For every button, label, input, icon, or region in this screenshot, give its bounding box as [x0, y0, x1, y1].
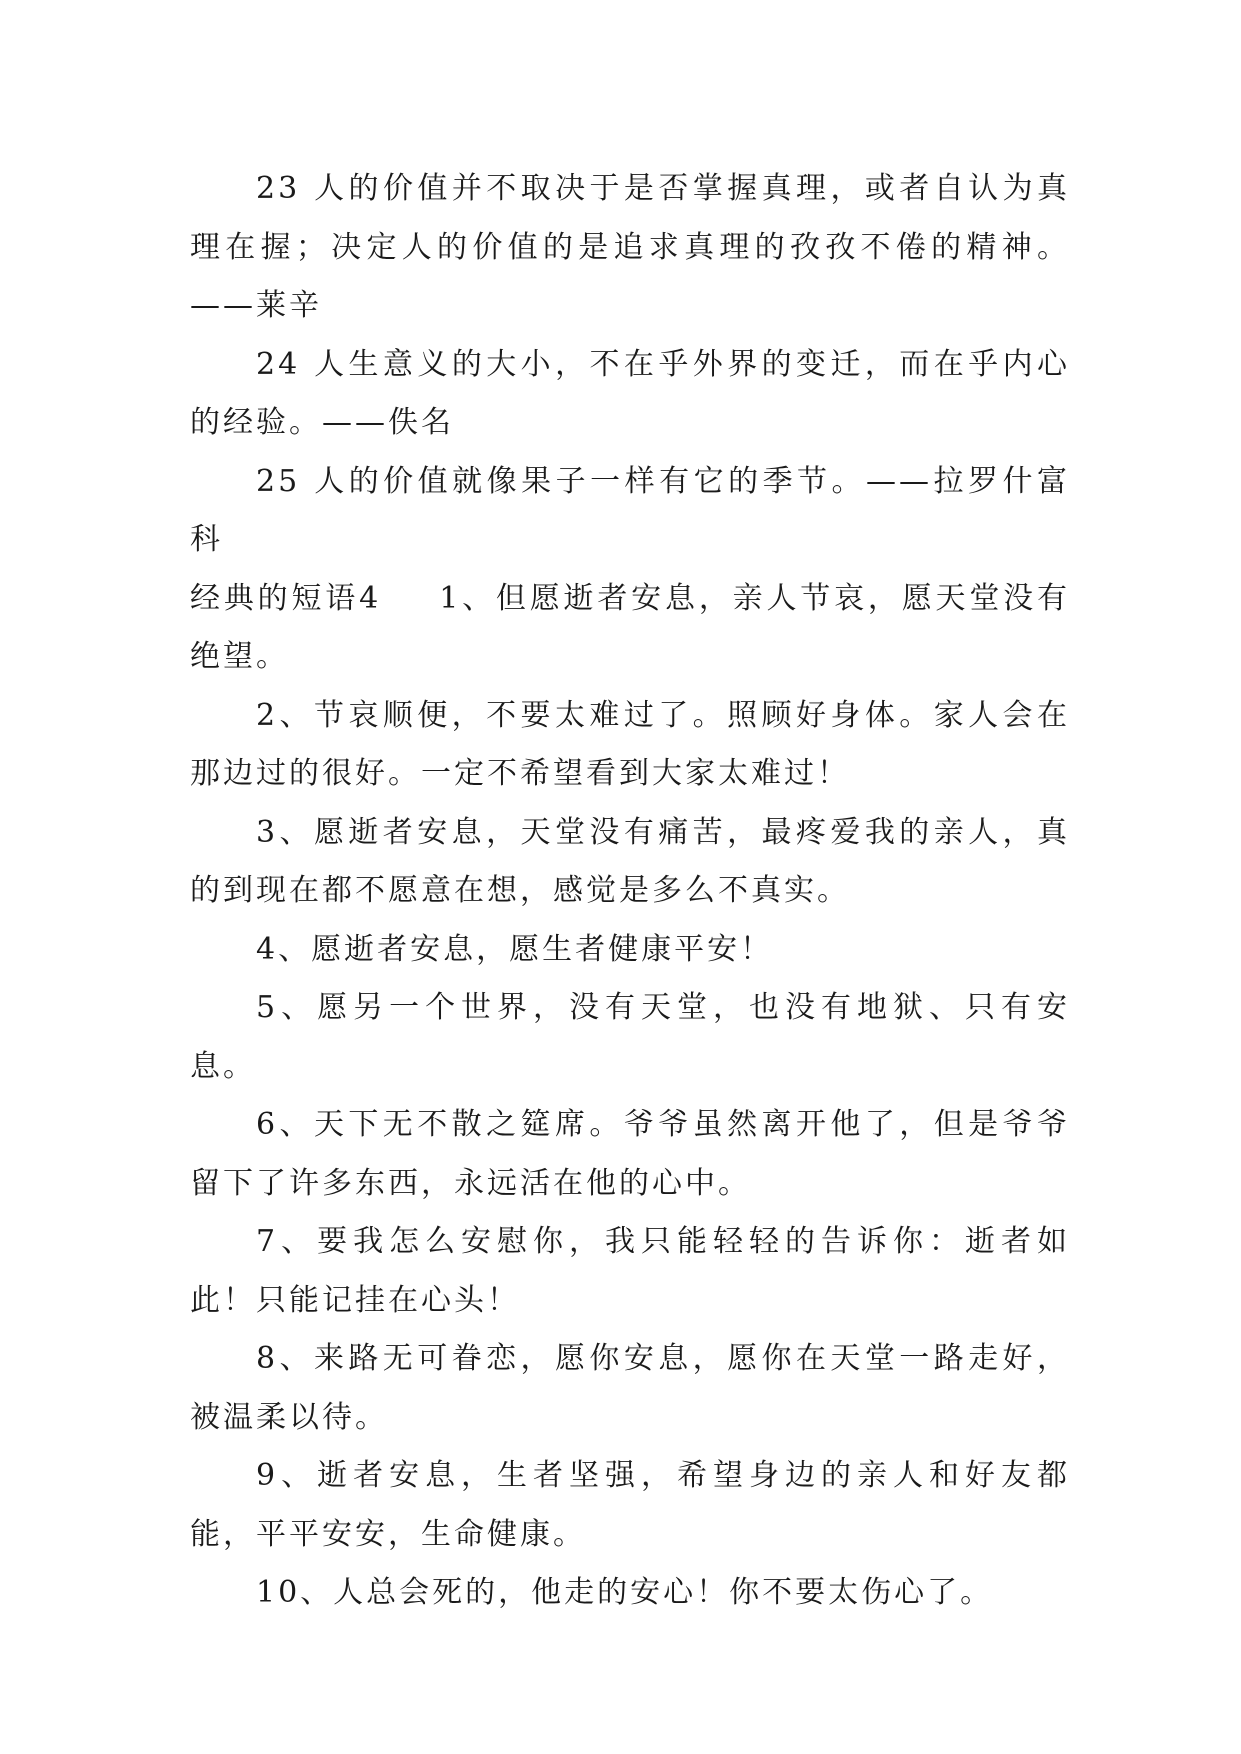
- list-item-2: 2、节哀顺便，不要太难过了。照顾好身体。家人会在那边过的很好。一定不希望看到大家太难过！: [190, 697, 1070, 791]
- list-item-6: 6、天下无不散之筵席。爷爷虽然离开他了，但是爷爷留下了许多东西，永远活在他的心中。: [190, 1107, 1070, 1201]
- section-heading: 经典的短语4: [190, 580, 382, 616]
- list-item-4: 4、愿逝者安息，愿生者健康平安！: [256, 931, 774, 967]
- quote-paragraph-23: 23 人的价值并不取决于是否掌握真理，或者自认为真理在握；决定人的价值的是追求真理的孜孜不倦的精神。——莱辛: [190, 171, 1070, 323]
- section-intro-paragraph: [190, 570, 1070, 687]
- quote-paragraph-24: 24 人生意义的大小，不在乎外界的变迁，而在乎内心的经验。——佚名: [190, 346, 1070, 440]
- list-item-9: 9、逝者安息，生者坚强，希望身边的亲人和好友都能，平平安安，生命健康。: [190, 1458, 1070, 1552]
- list-item-1: 1、但愿逝者安息，亲人节哀，愿天堂没有绝望。: [190, 580, 1070, 674]
- quote-paragraph-25: 25 人的价值就像果子一样有它的季节。——拉罗什富科: [190, 463, 1070, 557]
- list-item-3: 3、愿逝者安息，天堂没有痛苦，最疼爱我的亲人，真的到现在都不愿意在想，感觉是多么不真实。: [190, 814, 1070, 908]
- list-item-5: 5、愿另一个世界，没有天堂，也没有地狱、只有安息。: [190, 990, 1070, 1084]
- document-body: [190, 160, 1070, 1623]
- list-item-10: 10、人总会死的，他走的安心！你不要太伤心了。: [256, 1575, 994, 1610]
- list-item-7: 7、要我怎么安慰你，我只能轻轻的告诉你：逝者如此！只能记挂在心头！: [190, 1224, 1070, 1318]
- list-item-8: 8、来路无可眷恋，愿你安息，愿你在天堂一路走好，被温柔以待。: [190, 1341, 1070, 1435]
